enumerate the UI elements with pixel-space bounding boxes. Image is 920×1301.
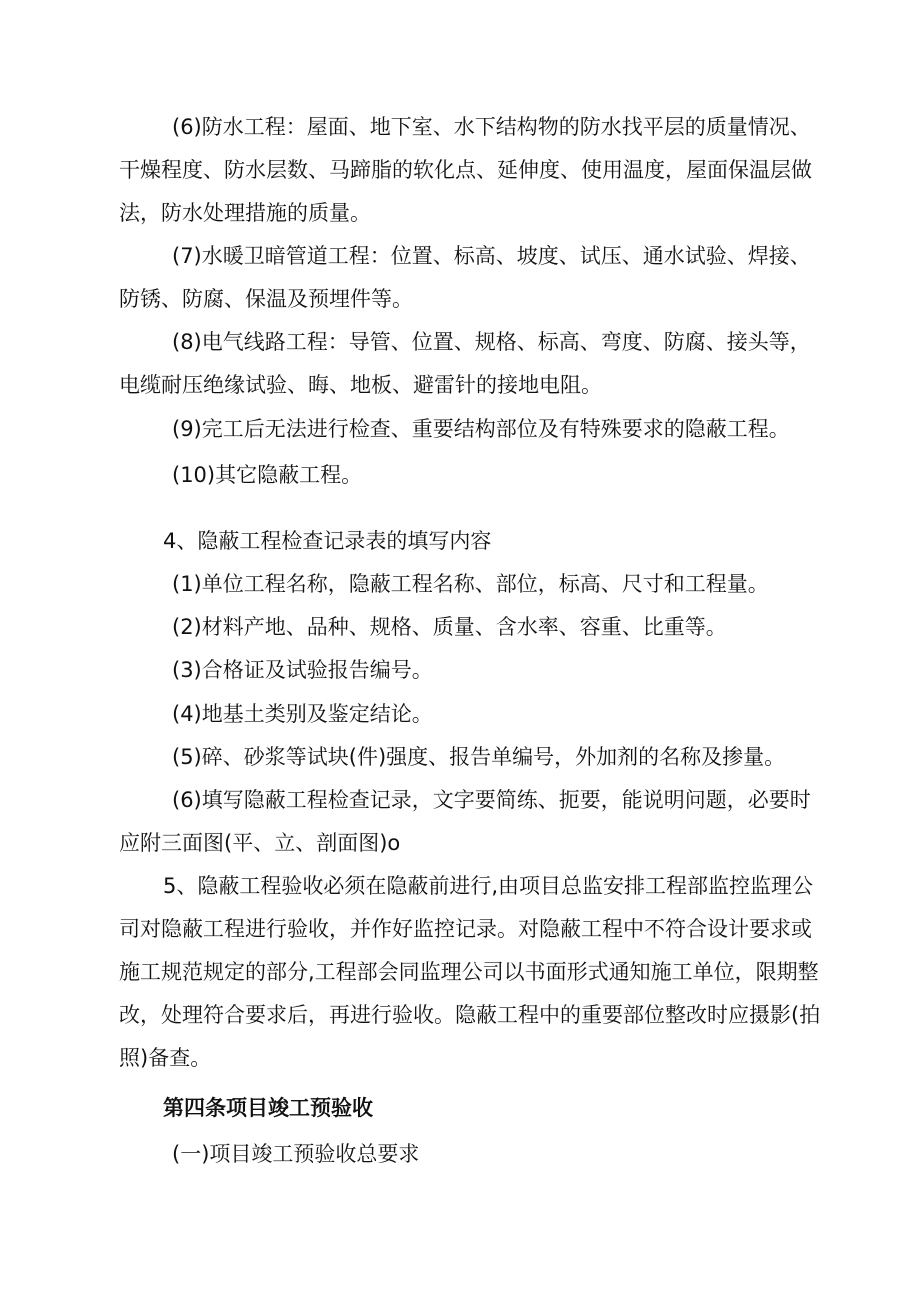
item-4-foundation: (4)地基土类别及鉴定结论。 xyxy=(172,702,433,726)
paragraph-6-waterproofing-line-1: (6)防水工程：屋面、地下室、水下结构物的防水找平层的质量情况、 xyxy=(172,115,811,139)
subsection-1-heading: (一)项目竣工预验收总要求 xyxy=(172,1142,420,1166)
paragraph-10-other: (10)其它隐蔽工程。 xyxy=(172,463,363,487)
paragraph-8-electrical-line-2: 电缆耐压绝缘试验、晦、地板、避雷针的接地电阻。 xyxy=(119,373,602,397)
paragraph-6-waterproofing-line-2: 干燥程度、防水层数、马蹄脂的软化点、延伸度、使用温度，屋面保温层做 xyxy=(119,158,812,182)
section-5-line-2: 司对隐蔽工程进行验收，并作好监控记录。对隐蔽工程中不符合设计要求或 xyxy=(119,917,812,941)
section-4-heading: 4、隐蔽工程检查记录表的填写内容 xyxy=(163,529,492,553)
item-1-project-name: (1)单位工程名称，隐蔽工程名称、部位，标高、尺寸和工程量。 xyxy=(172,572,769,596)
section-5-line-5: 照)备查。 xyxy=(119,1046,212,1070)
paragraph-6-waterproofing-line-3: 法，防水处理措施的质量。 xyxy=(119,201,371,225)
paragraph-8-electrical-line-1: (8)电气线路工程：导管、位置、规格、标高、弯度、防腐、接头等， xyxy=(172,330,811,354)
section-5-line-4: 改，处理符合要求后，再进行验收。隐蔽工程中的重要部位整改时应摄影(拍 xyxy=(119,1003,821,1027)
item-6-records-line-2: 应附三面图(平、立、剖面图)o xyxy=(119,831,401,855)
item-6-records-line-1: (6)填写隐蔽工程检查记录，文字要简练、扼要，能说明问题，必要时 xyxy=(172,788,811,812)
item-5-test-blocks: (5)碎、砂浆等试块(件)强度、报告单编号，外加剂的名称及掺量。 xyxy=(172,745,786,769)
section-5-line-1: 5、隐蔽工程验收必须在隐蔽前进行,由项目总监安排工程部监控监理公 xyxy=(163,874,814,898)
article-4-heading: 第四条项目竣工预验收 xyxy=(163,1096,373,1120)
paragraph-9-inspection: (9)完工后无法进行检查、重要结构部位及有特殊要求的隐蔽工程。 xyxy=(172,417,790,441)
section-5-line-3: 施工规范规定的部分,工程部会同监理公司以书面形式通知施工单位，限期整 xyxy=(119,960,819,984)
item-2-materials: (2)材料产地、品种、规格、质量、含水率、容重、比重等。 xyxy=(172,615,727,639)
item-3-certificates: (3)合格证及试验报告编号。 xyxy=(172,658,433,682)
paragraph-7-plumbing-line-2: 防锈、防腐、保温及预埋件等。 xyxy=(119,287,413,311)
paragraph-7-plumbing-line-1: (7)水暖卫暗管道工程：位置、标高、坡度、试压、通水试验、焊接、 xyxy=(172,244,811,268)
